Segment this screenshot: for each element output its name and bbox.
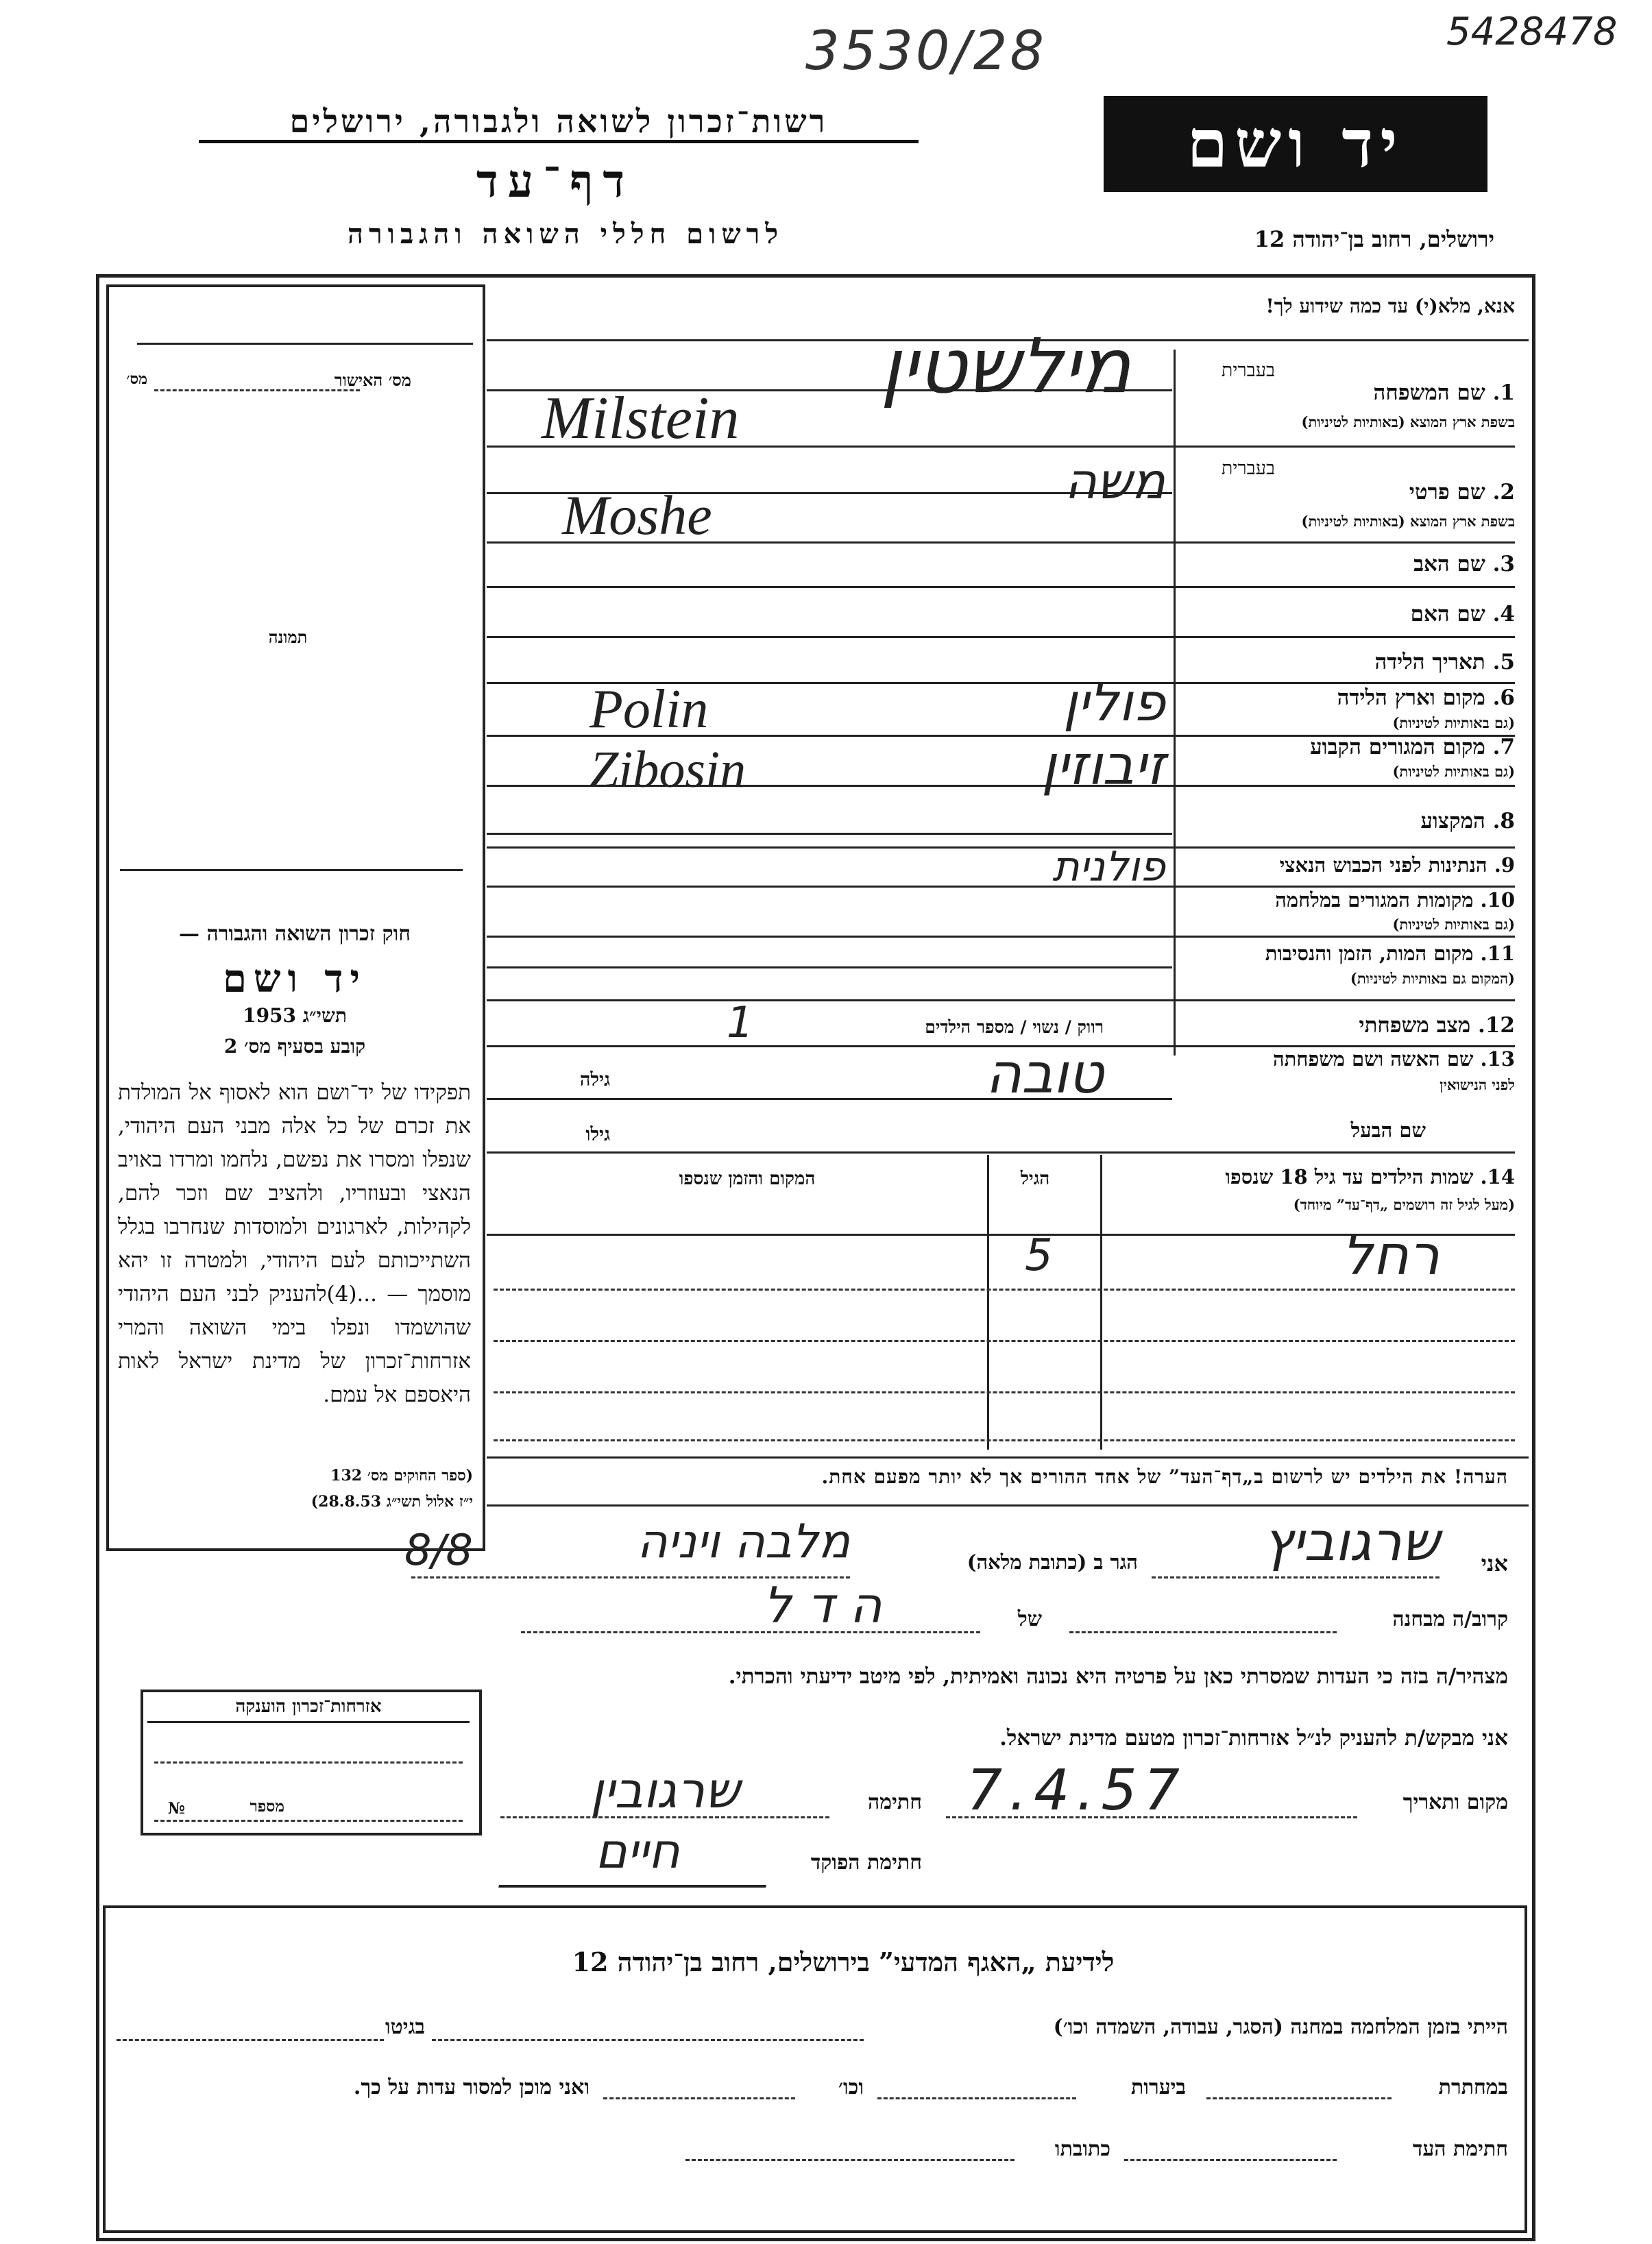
husband-label: שם הבעל — [1350, 1119, 1426, 1142]
of-label: של — [1017, 1607, 1042, 1631]
f5-label: 5. תאריך הלידה — [1374, 650, 1515, 674]
f14-col-sep2 — [987, 1155, 989, 1450]
cert-line[interactable] — [154, 389, 360, 391]
f7-lat-value[interactable]: Zibosin — [590, 741, 746, 798]
f7-label: 7. מקום המגורים הקבוע — [1310, 735, 1515, 759]
page-number: 5428478 — [1446, 10, 1618, 54]
place-date-line — [946, 1816, 1357, 1818]
f6-label: 6. מקום וארץ הלידה — [1337, 685, 1515, 710]
place-date-label: מקום ותאריך — [1402, 1790, 1508, 1814]
f14-row-line1 — [494, 1289, 1515, 1291]
left-panel-header-bar — [137, 302, 473, 345]
f9-label: 9. הנתינות לפני הכבוש הנאצי — [1279, 853, 1515, 877]
f9-line — [487, 886, 1515, 888]
f11-line — [487, 999, 1515, 1001]
relative-line — [1069, 1631, 1337, 1633]
declarant-name-line — [1152, 1576, 1440, 1578]
f2-heb-value[interactable]: משה — [1065, 452, 1165, 510]
f4-label: 4. שם האם — [1410, 602, 1515, 626]
f10-line — [487, 936, 1515, 938]
f6-heb-value[interactable]: פולין — [1062, 672, 1165, 733]
f12-options: רווק / נשוי / מספר הילדים — [925, 1017, 1104, 1037]
law-ref2: י״ז אלול תשי״ג 28.8.53) — [311, 1493, 473, 1511]
relation-value[interactable]: ה ד ל — [763, 1576, 882, 1634]
f12-children-value[interactable]: 1 — [727, 997, 754, 1047]
form-subtitle: לרשום חללי השואה והגבורה — [347, 218, 784, 250]
f3-line — [487, 586, 1515, 588]
yad-vashem-logo — [1104, 96, 1487, 192]
f1-label: 1. שם המשפחה — [1373, 380, 1515, 405]
f14-row-line2 — [494, 1340, 1515, 1342]
law-title: חוק זכרון השואה והגבורה — — [179, 922, 411, 946]
honorary-line2 — [154, 1820, 463, 1822]
law-ref1: (ספר החוקים מס׳ 132 — [330, 1467, 473, 1485]
f2-line2 — [487, 541, 1515, 544]
f7-sub: (גם באותיות לטיניות) — [1392, 763, 1515, 780]
declarant-name[interactable]: שרגוביץ — [1263, 1511, 1440, 1573]
address-value[interactable]: מלבה ויניה — [637, 1515, 850, 1569]
f14-place-col: המקום והזמן שנספו — [679, 1169, 816, 1189]
f1-lat-value[interactable]: Milstein — [542, 385, 740, 452]
form-title: דף־עד — [476, 154, 635, 208]
bottom-line3-b: כתובתו — [1054, 2137, 1110, 2161]
place-date-value[interactable]: 7.4.57 — [967, 1758, 1187, 1823]
note: הערה! את הילדים יש לרשום ב„דף־העד” של אחד ההורים אך לא יותר מפעם אחת. — [821, 1465, 1508, 1488]
f6-lat-value[interactable]: Polin — [590, 679, 709, 740]
address-label: הגר ב (כתובת מלאה) — [967, 1550, 1138, 1574]
f14-label: 14. שמות הילדים עד גיל 18 שנספו — [1225, 1165, 1515, 1188]
note-top-line — [487, 1456, 1529, 1459]
bottom-line3-a: חתימת העד — [1412, 2137, 1508, 2161]
signature-line — [500, 1816, 829, 1818]
f13-line — [487, 1098, 1172, 1100]
f8-label: 8. המקצוע — [1420, 809, 1515, 833]
f4-line — [487, 636, 1515, 638]
bottom-line2-fill1[interactable] — [1206, 2097, 1392, 2099]
f12-label: 12. מצב משפחתי — [1359, 1013, 1515, 1038]
labels-separator — [1174, 350, 1176, 1056]
bottom-line1-fill2[interactable] — [117, 2039, 384, 2041]
request: אני מבקש/ת להעניק לנ״ל אזרחות־זכרון מטעם מדינת ישראל. — [999, 1726, 1508, 1751]
honorary-no-label: № — [168, 1799, 185, 1818]
logo-text: יד ושם — [1187, 105, 1405, 182]
official-signature[interactable]: חיים — [595, 1823, 680, 1879]
f2-heb-tag: בעברית — [1221, 458, 1275, 479]
f14-row-line4 — [494, 1439, 1515, 1441]
f10-extra-line — [487, 966, 1172, 968]
cert-no: מס׳ — [126, 370, 147, 388]
honorary-title: אזרחות־זכרון הוענקה — [147, 1696, 470, 1723]
f11-label: 11. מקום המות, הזמן והנסיבות — [1265, 942, 1515, 965]
relation-line — [521, 1631, 980, 1633]
bottom-line1-b: בגיטו — [385, 2015, 425, 2039]
f13-label: 13. שם האשה ושם משפחתה — [1272, 1047, 1515, 1071]
wife-age-label: גילה — [579, 1069, 610, 1090]
bottom-line2-fill3[interactable] — [603, 2097, 795, 2099]
f1-heb-tag: בעברית — [1221, 360, 1275, 381]
f7-line — [487, 785, 1515, 787]
bottom-line2-b: ביערות — [1130, 2075, 1186, 2099]
declaration: מצהיר/ה בזה כי העדות שמסרתי כאן על פרטיה היא נכונה ואמיתית, לפי מיטב ידיעתי והכרתי. — [728, 1664, 1508, 1689]
official-label: חתימת הפוקד — [810, 1851, 922, 1875]
note-bottom-line — [487, 1504, 1529, 1507]
law-clause: קובע בסעיף מס׳ 2 — [223, 1035, 366, 1058]
f11-sub: (המקום גם באותיות לטיניות) — [1350, 970, 1515, 987]
bottom-line1-fill1[interactable] — [432, 2039, 864, 2041]
address: ירושלים, רחוב בן־יהודה 12 — [1254, 226, 1494, 252]
bottom-title: לידיעת „האגף המדעי” בירושלים, רחוב בן־יהודה 12 — [572, 1947, 1115, 1977]
f6-sub: (גם באותיות לטיניות) — [1392, 714, 1515, 731]
bottom-line2-d: ואני מוכן למסור עדות על כך. — [353, 2075, 590, 2099]
bottom-line1-a: הייתי בזמן המלחמה במחנה (הסגר, עבודה, השמדה וכו׳) — [1053, 2015, 1508, 2039]
f2-sub: בשפת ארץ המוצא (באותיות לטיניות) — [1301, 513, 1515, 530]
bottom-line2-a: במחתרת — [1438, 2075, 1508, 2099]
photo-bottom-line — [120, 869, 463, 871]
f14-age-col: הגיל — [1020, 1169, 1050, 1189]
f7-extra-line — [487, 833, 1172, 835]
instructions: אנא, מלא(י) עד כמה שידוע לך! — [1265, 295, 1515, 317]
husband-age-label: גילו — [585, 1124, 610, 1145]
authority-name: רשות־זכרון לשואה ולגבורה, ירושלים — [199, 103, 919, 143]
law-name: יד ושם — [222, 956, 367, 1001]
official-signature-scribble — [498, 1837, 777, 1888]
declarant-ani: אני — [1481, 1550, 1508, 1576]
f10-label: 10. מקומות המגורים במלחמה — [1275, 888, 1515, 912]
f13-sub: לפני הנישואין — [1440, 1076, 1515, 1093]
f14-col-sep1 — [1100, 1155, 1102, 1450]
f9-value[interactable]: פולנית — [1052, 843, 1165, 891]
f10-sub: (גם באותיות לטיניות) — [1392, 916, 1515, 933]
f14-child-name[interactable]: רחל — [1341, 1223, 1440, 1287]
address-num[interactable]: 8/8 — [404, 1525, 473, 1575]
photo-label: תמונה — [268, 627, 308, 647]
f7-heb-value[interactable]: זיבוזין — [1041, 733, 1165, 797]
f14-child-age[interactable]: 5 — [1025, 1230, 1053, 1281]
f14-row-line3 — [494, 1391, 1515, 1393]
f1-heb-value[interactable]: מילשטין — [880, 322, 1131, 410]
honorary-number-label: מספר — [250, 1797, 284, 1816]
signature-value[interactable]: שרגובין — [590, 1761, 740, 1819]
law-year: תשי״ג 1953 — [243, 1004, 347, 1027]
bottom-line3-fill1[interactable] — [1124, 2159, 1337, 2161]
bottom-line3-fill2[interactable] — [685, 2159, 1015, 2161]
signature-label: חתימה — [868, 1790, 922, 1814]
bottom-line2-fill2[interactable] — [877, 2097, 1076, 2099]
f3-label: 3. שם האב — [1413, 552, 1515, 576]
bottom-line2-c: וכו׳ — [838, 2075, 864, 2099]
law-text: תפקידו של יד־ושם הוא לאסוף אל המולדת את זכרם של כל אלה מבני העם היהודי, שנפלו ומסרו את נפשם, נלחמו ומרדו באויב הנאצי ובעוזריו, ולהציב שם וזכר להם, לקהילות, לארגונים ולמוסדות שנחרבו בגלל השתייכותם לעם היהודי, ולמטרה זו יהא מוסמך — ...(4)להעניק לבני העם היהודי שהושמדו ונפלו בימי השואה והמרי אזרחות־זכרון של מדינת ישראל לאות היאספם אל עמם. — [118, 1080, 471, 1407]
f14-sub: (מעל לגיל זה רושמים „דף־עד” מיוחד) — [1293, 1196, 1515, 1213]
f2-lat-value[interactable]: Moshe — [562, 484, 712, 546]
relative-label: קרוב/ה מבחנה — [1392, 1607, 1508, 1631]
f13-value[interactable]: טובה — [985, 1042, 1104, 1106]
f1-line2 — [487, 446, 1515, 448]
cert-label: מס׳ האישור — [334, 370, 411, 390]
f1-sub: בשפת ארץ המוצא (באותיות לטיניות) — [1301, 413, 1515, 430]
archive-number: 3530/28 — [805, 21, 1047, 82]
husband-line — [487, 1151, 1515, 1154]
honorary-line1 — [154, 1761, 463, 1764]
f2-label: 2. שם פרטי — [1409, 480, 1515, 504]
